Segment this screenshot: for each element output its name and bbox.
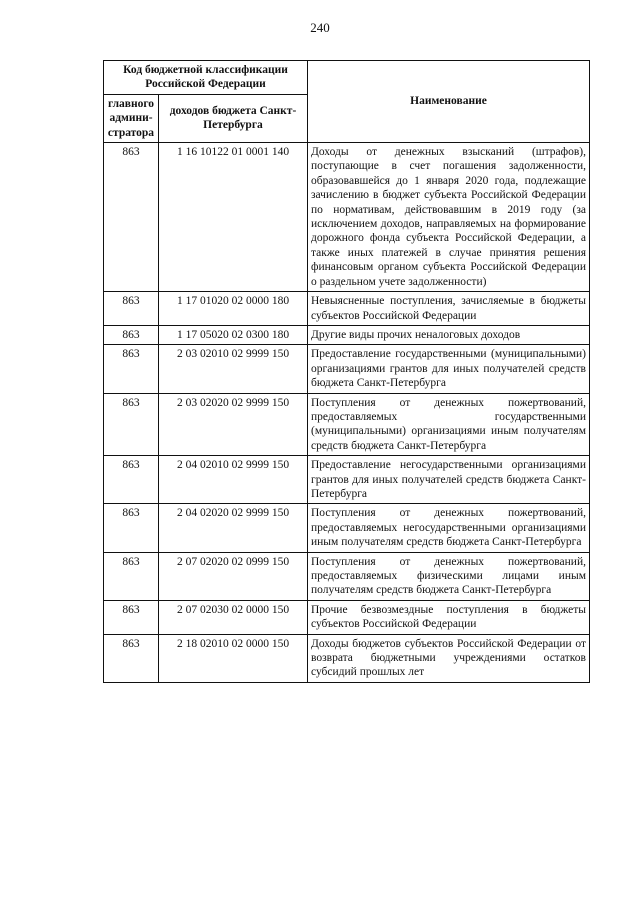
income-name: Предоставление негосударственными организациями грантов для иных получателей средств бюджета Санкт-Петербурга [308, 456, 590, 504]
income-name: Предоставление государственными (муниципальными) организациями грантов для иных получателей средств бюджета Санкт-Петербурга [308, 345, 590, 393]
table-row [104, 634, 590, 682]
income-name: Доходы бюджетов субъектов Российской Федерации от возврата бюджетными учреждениями остатков субсидий прошлых лет [308, 634, 590, 682]
budget-classification-table [103, 60, 590, 683]
header-classification-code: Код бюджетной классификации Российской Федерации [104, 61, 308, 95]
income-code: 2 03 02010 02 9999 150 [159, 345, 308, 393]
table-row [104, 600, 590, 634]
table-row [104, 345, 590, 393]
income-code: 2 04 02010 02 9999 150 [159, 456, 308, 504]
admin-code: 863 [104, 634, 159, 682]
table-row [104, 325, 590, 344]
income-name: Невыясненные поступления, зачисляемые в бюджеты субъектов Российской Федерации [308, 292, 590, 326]
admin-code: 863 [104, 143, 159, 292]
header-budget-income: доходов бюджета Санкт-Петербурга [159, 94, 308, 142]
header-name: Наименование [308, 61, 590, 143]
income-code: 2 07 02020 02 0999 150 [159, 552, 308, 600]
table-row [104, 143, 590, 292]
income-code: 1 17 01020 02 0000 180 [159, 292, 308, 326]
admin-code: 863 [104, 325, 159, 344]
admin-code: 863 [104, 504, 159, 552]
income-code: 2 04 02020 02 9999 150 [159, 504, 308, 552]
income-code: 2 03 02020 02 9999 150 [159, 393, 308, 456]
admin-code: 863 [104, 345, 159, 393]
table-row [104, 504, 590, 552]
admin-code: 863 [104, 600, 159, 634]
income-code: 1 16 10122 01 0001 140 [159, 143, 308, 292]
income-name: Другие виды прочих неналоговых доходов [308, 325, 590, 344]
table-row [104, 552, 590, 600]
admin-code: 863 [104, 456, 159, 504]
admin-code: 863 [104, 292, 159, 326]
table-row [104, 393, 590, 456]
income-code: 2 18 02010 02 0000 150 [159, 634, 308, 682]
table-row [104, 292, 590, 326]
income-name: Поступления от денежных пожертвований, предоставляемых негосударственными организациями иным получателям средств бюджета Санкт-Петербурга [308, 504, 590, 552]
income-name: Поступления от денежных пожертвований, предоставляемых физическими лицами иным получателям средств бюджета Санкт-Петербурга [308, 552, 590, 600]
header-chief-administrator: главного админи-стратора [104, 94, 159, 142]
table-row [104, 456, 590, 504]
income-code: 1 17 05020 02 0300 180 [159, 325, 308, 344]
income-code: 2 07 02030 02 0000 150 [159, 600, 308, 634]
admin-code: 863 [104, 393, 159, 456]
income-name: Прочие безвозмездные поступления в бюджеты субъектов Российской Федерации [308, 600, 590, 634]
income-name: Доходы от денежных взысканий (штрафов), поступающие в счет погашения задолженности, образовавшейся до 1 января 2020 года, подлежащие зачислению в бюджет субъекта Российской Федерации по нормативам, действовавшим в 2019 году (за исключением доходов, направляемых на формирование дорожного фонда субъекта Российской Федерации, а также иных платежей в случае принятия решения финансовым органом субъекта Российской Федерации о раздельном учете задолженности) [308, 143, 590, 292]
admin-code: 863 [104, 552, 159, 600]
page-number: 240 [310, 20, 330, 35]
income-name: Поступления от денежных пожертвований, предоставляемых государственными (муниципальными) организациями иным получателям средств бюджета Санкт-Петербурга [308, 393, 590, 456]
